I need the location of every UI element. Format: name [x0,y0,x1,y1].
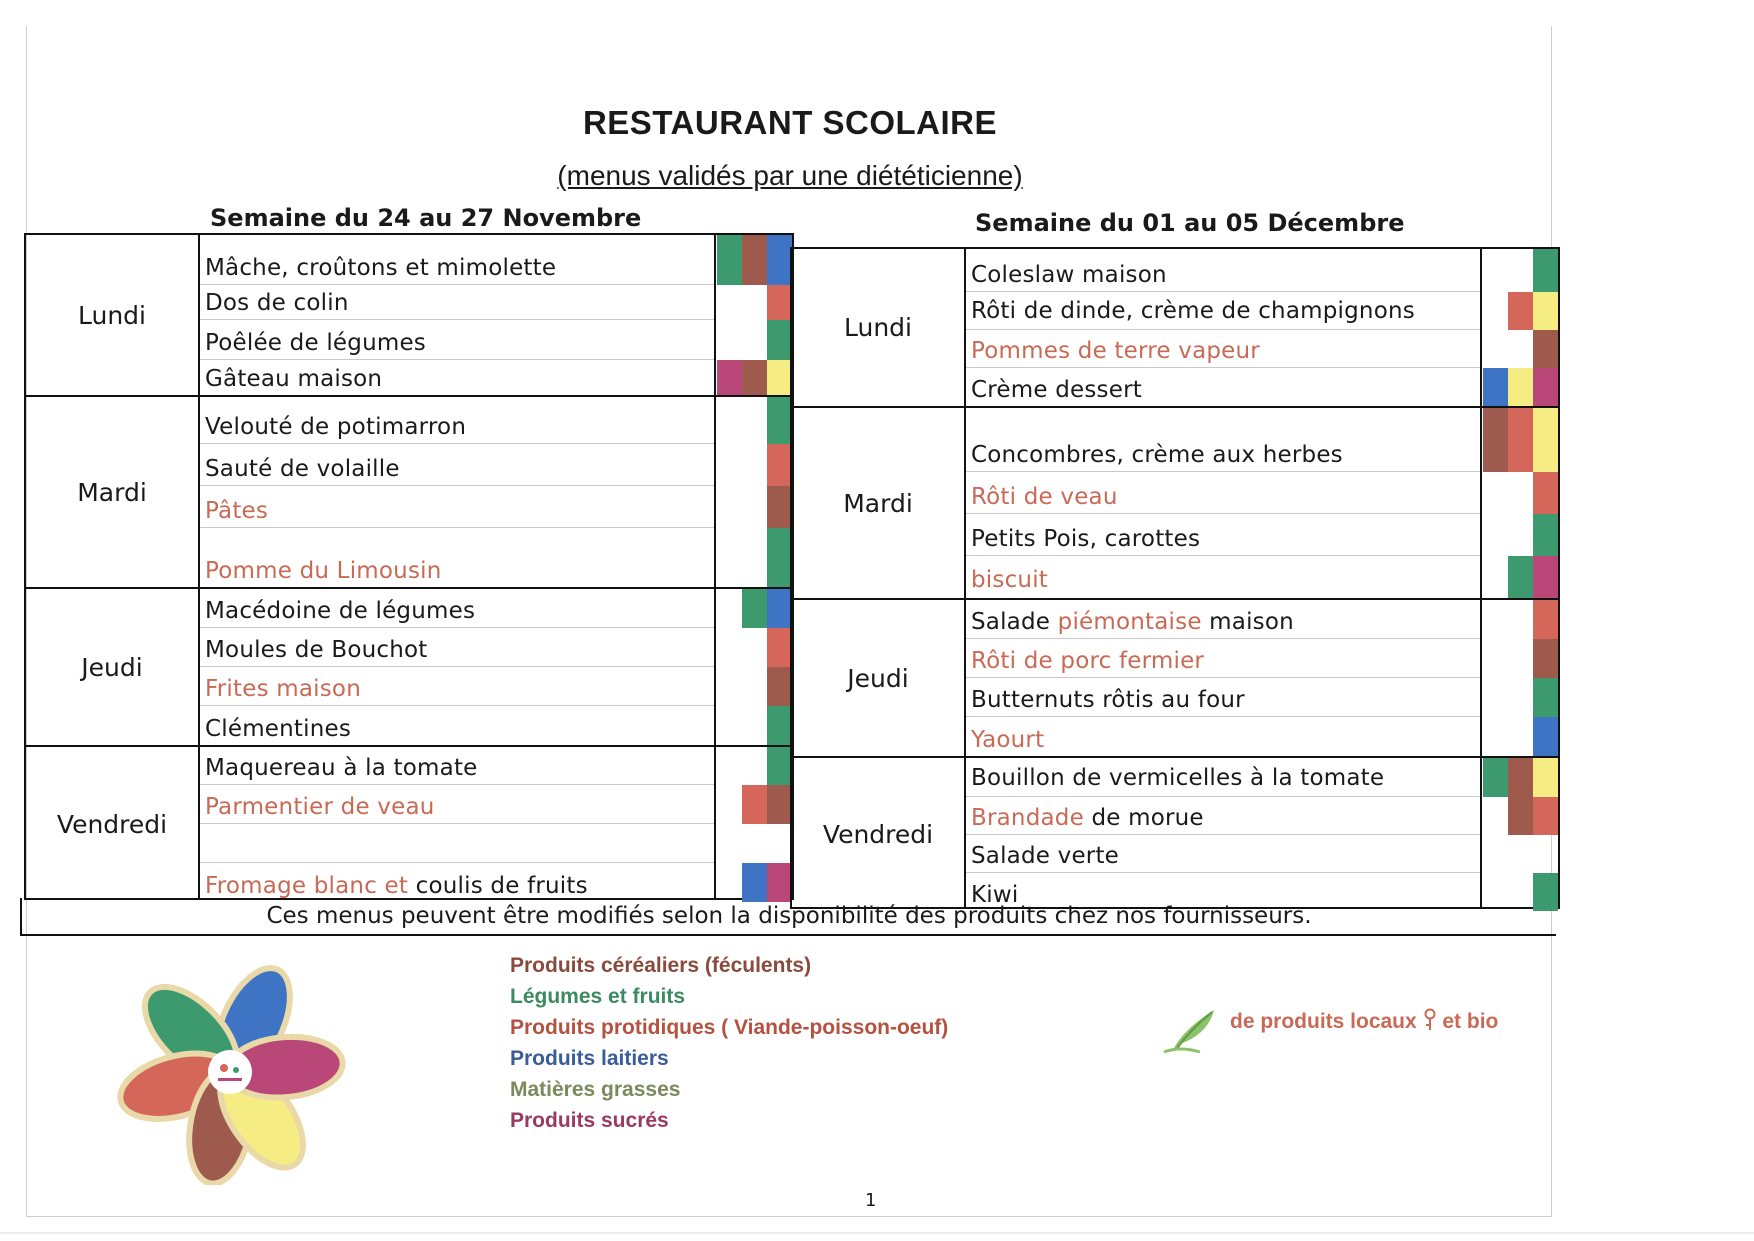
menu-dish [200,747,714,785]
food-group-markers [1482,717,1558,756]
marker-cereal [767,785,792,824]
food-group-markers [716,863,792,902]
menu-dish [966,678,1480,717]
menu-dish [966,472,1480,514]
menu-dish [200,863,714,902]
food-group-markers [1482,600,1558,639]
dish-name: Poêlée de légumes [205,330,426,356]
dish-name-part: de morue [1083,805,1204,831]
food-group-markers [716,589,792,628]
marker-veg [767,706,792,745]
dish-name: Bouillon de vermicelles à la tomate [971,765,1385,791]
food-group-markers [716,444,792,486]
menu-dish [966,835,1480,873]
menu-dish [966,717,1480,756]
marker-veg [767,528,792,587]
marker-fat [767,360,792,395]
dish-name-part: Fromage blanc et [205,873,416,899]
day-row-mardi [792,406,1558,598]
food-group-markers [1482,472,1558,514]
local-products-note [1160,1000,1520,1060]
legend-dairy: Produits laitiers [510,1047,669,1070]
day-row-lundi [792,249,1558,406]
dish-name: Coleslaw maison [971,262,1167,288]
sprout-icon [1160,1000,1222,1056]
food-group-markers [1482,556,1558,598]
food-group-markers [716,235,792,285]
food-group-markers [1482,408,1558,472]
dish-name: Pommes de terre vapeur [971,338,1260,364]
marker-fat [1508,368,1533,406]
pin-icon [1423,1008,1437,1032]
food-group-markers [1482,797,1558,835]
marker-cereal [742,235,767,285]
dish-name: Yaourt [971,727,1045,753]
menu-dish [200,320,714,360]
food-group-markers [716,824,792,863]
legend-veg: Légumes et fruits [510,985,686,1008]
food-group-markers [716,320,792,360]
disclaimer-notice: Ces menus peuvent être modifiés selon la disponibilité des produits chez nos fournisseurs. [20,898,1556,936]
menu-dish [966,556,1480,598]
menu-dish [200,667,714,706]
dish-name: Rôti de porc fermier [971,648,1205,674]
food-group-markers [716,628,792,667]
dish-name: biscuit [971,567,1049,593]
bio-label: et bio [1436,1010,1499,1033]
week-1-table [24,233,794,900]
legend-fat: Matières grasses [510,1078,681,1101]
marker-veg [742,589,767,628]
dish-name: Velouté de potimarron [205,414,467,440]
day-label: Mardi [843,488,913,518]
food-group-markers [716,360,792,395]
marker-protein [767,444,792,486]
day-label: Lundi [78,300,146,330]
dish-name: Rôti de veau [971,484,1118,510]
marker-protein [1508,292,1533,330]
marker-sugar [767,863,792,902]
marker-veg [767,320,792,360]
dish-name [971,609,1294,635]
dish-name: Kiwi [971,882,1019,908]
day-row-jeudi [792,598,1558,756]
marker-cereal [742,360,767,395]
week-1-title: Semaine du 24 au 27 Novembre [210,204,642,232]
marker-protein [767,285,792,320]
food-group-markers [716,486,792,528]
day-label: Vendredi [56,810,168,839]
page-title: RESTAURANT SCOLAIRE [582,104,998,141]
marker-protein [742,785,767,824]
day-label: Mardi [77,477,147,507]
marker-cereal [1533,639,1558,678]
marker-sugar [1533,556,1558,598]
menu-dish [200,444,714,486]
day-label: Jeudi [81,652,143,682]
marker-protein [767,628,792,667]
menu-dish [966,600,1480,639]
marker-veg [717,235,742,285]
marker-protein [1508,408,1533,472]
marker-dairy [1533,717,1558,756]
marker-fat [1533,292,1558,330]
menu-dish [200,486,714,528]
marker-sugar [1533,368,1558,406]
marker-veg [767,397,792,444]
marker-sugar [717,360,742,395]
page-number: 1 [865,1190,877,1211]
menu-dish [966,330,1480,368]
menu-dish [966,249,1480,292]
dish-name: Macédoine de légumes [205,598,476,624]
food-group-markers [716,285,792,320]
marker-cereal [1533,330,1558,368]
day-label: Jeudi [847,663,909,693]
dish-name: Frites maison [205,676,361,702]
food-group-legend [510,950,948,1136]
week-2-table [790,247,1560,909]
dish-name: Maquereau à la tomate [205,755,478,781]
menu-dish [200,397,714,444]
dish-name: Parmentier de veau [205,794,435,820]
dish-name: Clémentines [205,716,352,742]
dish-name-part: maison [1201,609,1294,635]
marker-cereal [767,486,792,528]
marker-protein [1533,472,1558,514]
food-group-markers [1482,368,1558,406]
dish-name: Dos de colin [205,290,349,316]
food-group-markers [716,667,792,706]
menu-dish [200,589,714,628]
legend-sugar: Produits sucrés [510,1109,669,1132]
food-group-markers [1482,514,1558,556]
dish-name-part: coulis de fruits [415,873,588,899]
legend-protein: Produits protidiques ( Viande-poisson-oeuf) [510,1016,949,1039]
marker-veg [1533,678,1558,717]
marker-veg [1483,758,1508,797]
dish-name-part: Brandade [971,805,1084,831]
dish-name: Concombres, crème aux herbes [971,442,1343,468]
menu-dish [200,824,714,863]
marker-cereal [1508,758,1533,797]
food-group-markers [716,397,792,444]
food-group-markers [716,747,792,785]
menu-dish [966,797,1480,835]
menu-dish [966,758,1480,797]
food-group-markers [716,706,792,745]
marker-dairy [767,235,792,285]
legend-cereal: Produits céréaliers (féculents) [510,954,812,977]
dish-name: Sauté de volaille [205,456,400,482]
marker-dairy [767,589,792,628]
food-group-markers [1482,330,1558,368]
week-2-title: Semaine du 01 au 05 Décembre [975,209,1405,237]
menu-dish [200,528,714,587]
marker-dairy [742,863,767,902]
food-group-markers [1482,639,1558,678]
day-label: Vendredi [822,820,934,849]
dish-name: Rôti de dinde, crème de champignons [971,298,1415,324]
menu-dish [966,514,1480,556]
dish-name: Pâtes [205,498,269,524]
dish-name: Crème dessert [971,377,1142,403]
food-group-markers [1482,758,1558,797]
dish-name [971,805,1204,831]
marker-cereal [1508,797,1533,835]
marker-protein [1533,797,1558,835]
marker-cereal [1483,408,1508,472]
marker-protein [1533,600,1558,639]
day-label: Lundi [844,313,912,342]
day-row-mardi [26,395,792,587]
dish-name-part: piémontaise [1057,609,1202,635]
menu-dish [966,292,1480,330]
marker-dairy [1483,368,1508,406]
menu-dish [200,706,714,745]
menu-dish [200,285,714,320]
menu-dish [966,639,1480,678]
dish-name: Moules de Bouchot [205,637,428,663]
marker-veg [1533,249,1558,292]
food-group-markers [1482,249,1558,292]
day-row-vendredi [792,756,1558,911]
dish-name: Gâteau maison [205,366,383,392]
menu-dish [200,235,714,285]
food-group-markers [1482,292,1558,330]
page-subtitle: (menus validés par une diététicienne) [557,160,1023,191]
day-row-vendredi [26,745,792,902]
dish-name: Pomme du Limousin [205,558,442,584]
menu-dish [200,360,714,395]
day-row-lundi [26,235,792,395]
food-group-markers [1482,678,1558,717]
marker-veg [1533,514,1558,556]
dish-name: Mâche, croûtons et mimolette [205,255,557,281]
dish-name-part: Salade [971,609,1058,635]
menu-dish [200,785,714,824]
flower-logo-icon [105,960,355,1185]
marker-veg [1508,556,1533,598]
food-group-markers [716,528,792,587]
food-group-markers [716,785,792,824]
scan-edge [0,1232,1754,1234]
dish-name [205,873,588,899]
marker-veg [767,747,792,785]
dish-name: Salade verte [971,843,1120,869]
dish-name: Petits Pois, carottes [971,526,1201,552]
marker-cereal [767,667,792,706]
marker-fat [1533,758,1558,797]
menu-dish [966,368,1480,406]
menu-dish [200,628,714,667]
menu-dish [966,408,1480,472]
marker-fat [1533,408,1558,472]
day-row-jeudi [26,587,792,745]
food-group-markers [1482,835,1558,873]
dish-name: Butternuts rôtis au four [971,687,1245,713]
local-label: de produits locaux [1230,1010,1417,1033]
